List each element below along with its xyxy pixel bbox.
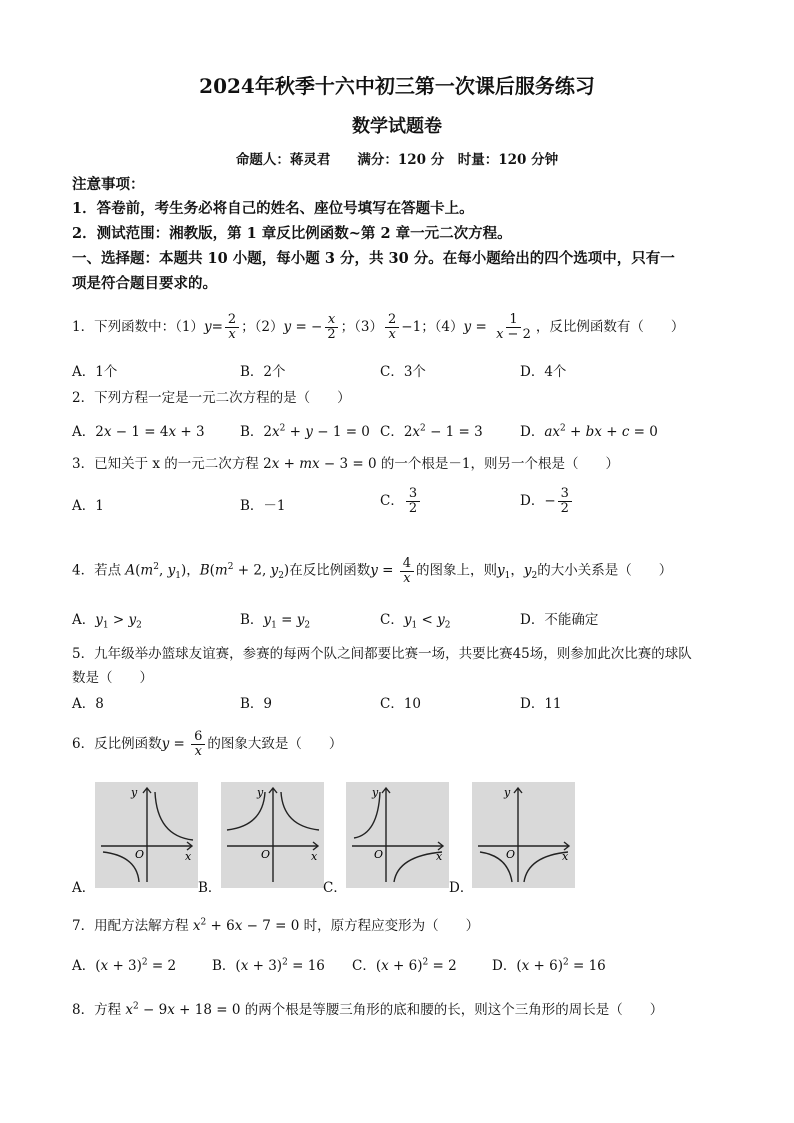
svg-text:y: y	[131, 786, 138, 799]
graph-label-a: A．	[72, 880, 96, 896]
option-d: D．不能确定	[520, 612, 599, 628]
option-b: B．$y_1 = y_2$	[240, 612, 311, 631]
option-d: D．$(x + 6)^2 = 16$	[492, 957, 606, 974]
question-7: 7．用配方法解方程 $x^2 + 6x - 7 = 0$ 时，原方程应变形为（ ）	[72, 917, 480, 934]
note-item: 2．测试范围：湘教版，第 1 章反比例函数~第 2 章一元二次方程。	[72, 225, 512, 242]
option-c: C．$(x + 6)^2 = 2$	[352, 957, 457, 974]
svg-text:x: x	[311, 850, 318, 863]
graph-label-d: D．	[449, 880, 474, 896]
question-1: 1．下列函数中：（1）y= $\frac{2}{x}$ ；（2）y = − $\frac{x}{2}$ ；（3） $\frac{2}{x}$ −1；（4）y = $\frac{1}{x - 2}$ ，反比例函数有（ ）	[72, 312, 685, 342]
option-b: B．$(x + 3)^2 = 16$	[212, 957, 325, 974]
question-5-cont: 数是（ ）	[72, 670, 153, 686]
option-c: C．$2x^2 - 1 = 3$	[380, 423, 483, 440]
option-a: A．1	[72, 498, 104, 514]
graph-option-b	[221, 782, 324, 888]
option-d: D．11	[520, 696, 562, 712]
option-d: D．− $\frac{3}{2}$	[520, 484, 574, 518]
option-b: B．$2x^2 + y - 1 = 0$	[240, 423, 370, 440]
section-heading-cont: 项是符合题目要求的。	[72, 275, 217, 292]
option-a: A．$(x + 3)^2 = 2$	[72, 957, 177, 974]
option-c: C．10	[380, 696, 422, 712]
graph-option-d	[472, 782, 575, 888]
option-c: C．$y_1 < y_2$	[380, 612, 451, 631]
option-a: A．8	[72, 696, 104, 712]
svg-text:x: x	[436, 850, 443, 863]
svg-text:y: y	[504, 786, 511, 799]
svg-text:x: x	[562, 850, 569, 863]
svg-text:y: y	[372, 786, 379, 799]
question-8: 8．方程 $x^2 - 9x + 18 = 0$ 的两个根是等腰三角形的底和腰的长，则这个三角形的周长是（ ）	[72, 1001, 664, 1018]
option-b: B．9	[240, 696, 273, 712]
question-2: 2．下列方程一定是一元二次方程的是（ ）	[72, 390, 351, 406]
graph-option-c	[346, 782, 449, 888]
graph-label-b: B．	[198, 880, 222, 896]
svg-text:O: O	[135, 848, 145, 861]
option-a: A．1个	[72, 364, 118, 380]
option-a: A．$y_1 > y_2$	[72, 612, 142, 631]
exam-title: 2024年秋季十六中初三第一次课后服务练习	[199, 74, 595, 98]
option-c: C． $\frac{3}{2}$	[380, 484, 422, 518]
question-4: 4．若点 $A(m^2$, $y_1$)，$B(m^2 + 2$, $y_2$)在反比例函数y = $\frac{4}{x}$ 的图象上，则$y_1$，$y_2$的大小关系是（ ）	[72, 555, 673, 586]
graph-option-a	[95, 782, 198, 888]
notes-heading: 注意事项：	[72, 176, 145, 193]
graph-label-c: C．	[323, 880, 347, 896]
svg-text:O: O	[261, 848, 271, 861]
svg-text:y: y	[257, 786, 264, 799]
svg-text:O: O	[374, 848, 384, 861]
note-item: 1．答卷前，考生务必将自己的姓名、座位号填写在答题卡上。	[72, 200, 474, 217]
option-c: C．3个	[380, 364, 426, 380]
svg-text:O: O	[506, 848, 516, 861]
option-b: B．－1	[240, 498, 286, 514]
question-6: 6．反比例函数y = $\frac{6}{x}$ 的图象大致是（ ）	[72, 729, 343, 759]
option-d: D．$ax^2$ + bx + c = 0	[520, 423, 658, 440]
option-b: B．2个	[240, 364, 286, 380]
question-3: 3．已知关于 x 的一元二次方程 2x + mx − 3 = 0 的一个根是－1，则另一个根是（ ）	[72, 456, 619, 472]
question-5: 5．九年级举办篮球友谊赛，参赛的每两个队之间都要比赛一场，共要比赛45场，则参加此次比赛的球队	[72, 646, 692, 662]
svg-text:x: x	[185, 850, 192, 863]
exam-subtitle: 数学试题卷	[352, 116, 442, 137]
option-d: D．4个	[520, 364, 567, 380]
option-a: A．2x − 1 = 4x + 3	[72, 424, 205, 440]
section-heading: 一、选择题：本题共 10 小题，每小题 3 分，共 30 分。在每小题给出的四个选项中，只有一	[72, 250, 675, 267]
exam-meta: 命题人：蒋灵君 满分：120 分 时量：120 分钟	[235, 152, 559, 168]
